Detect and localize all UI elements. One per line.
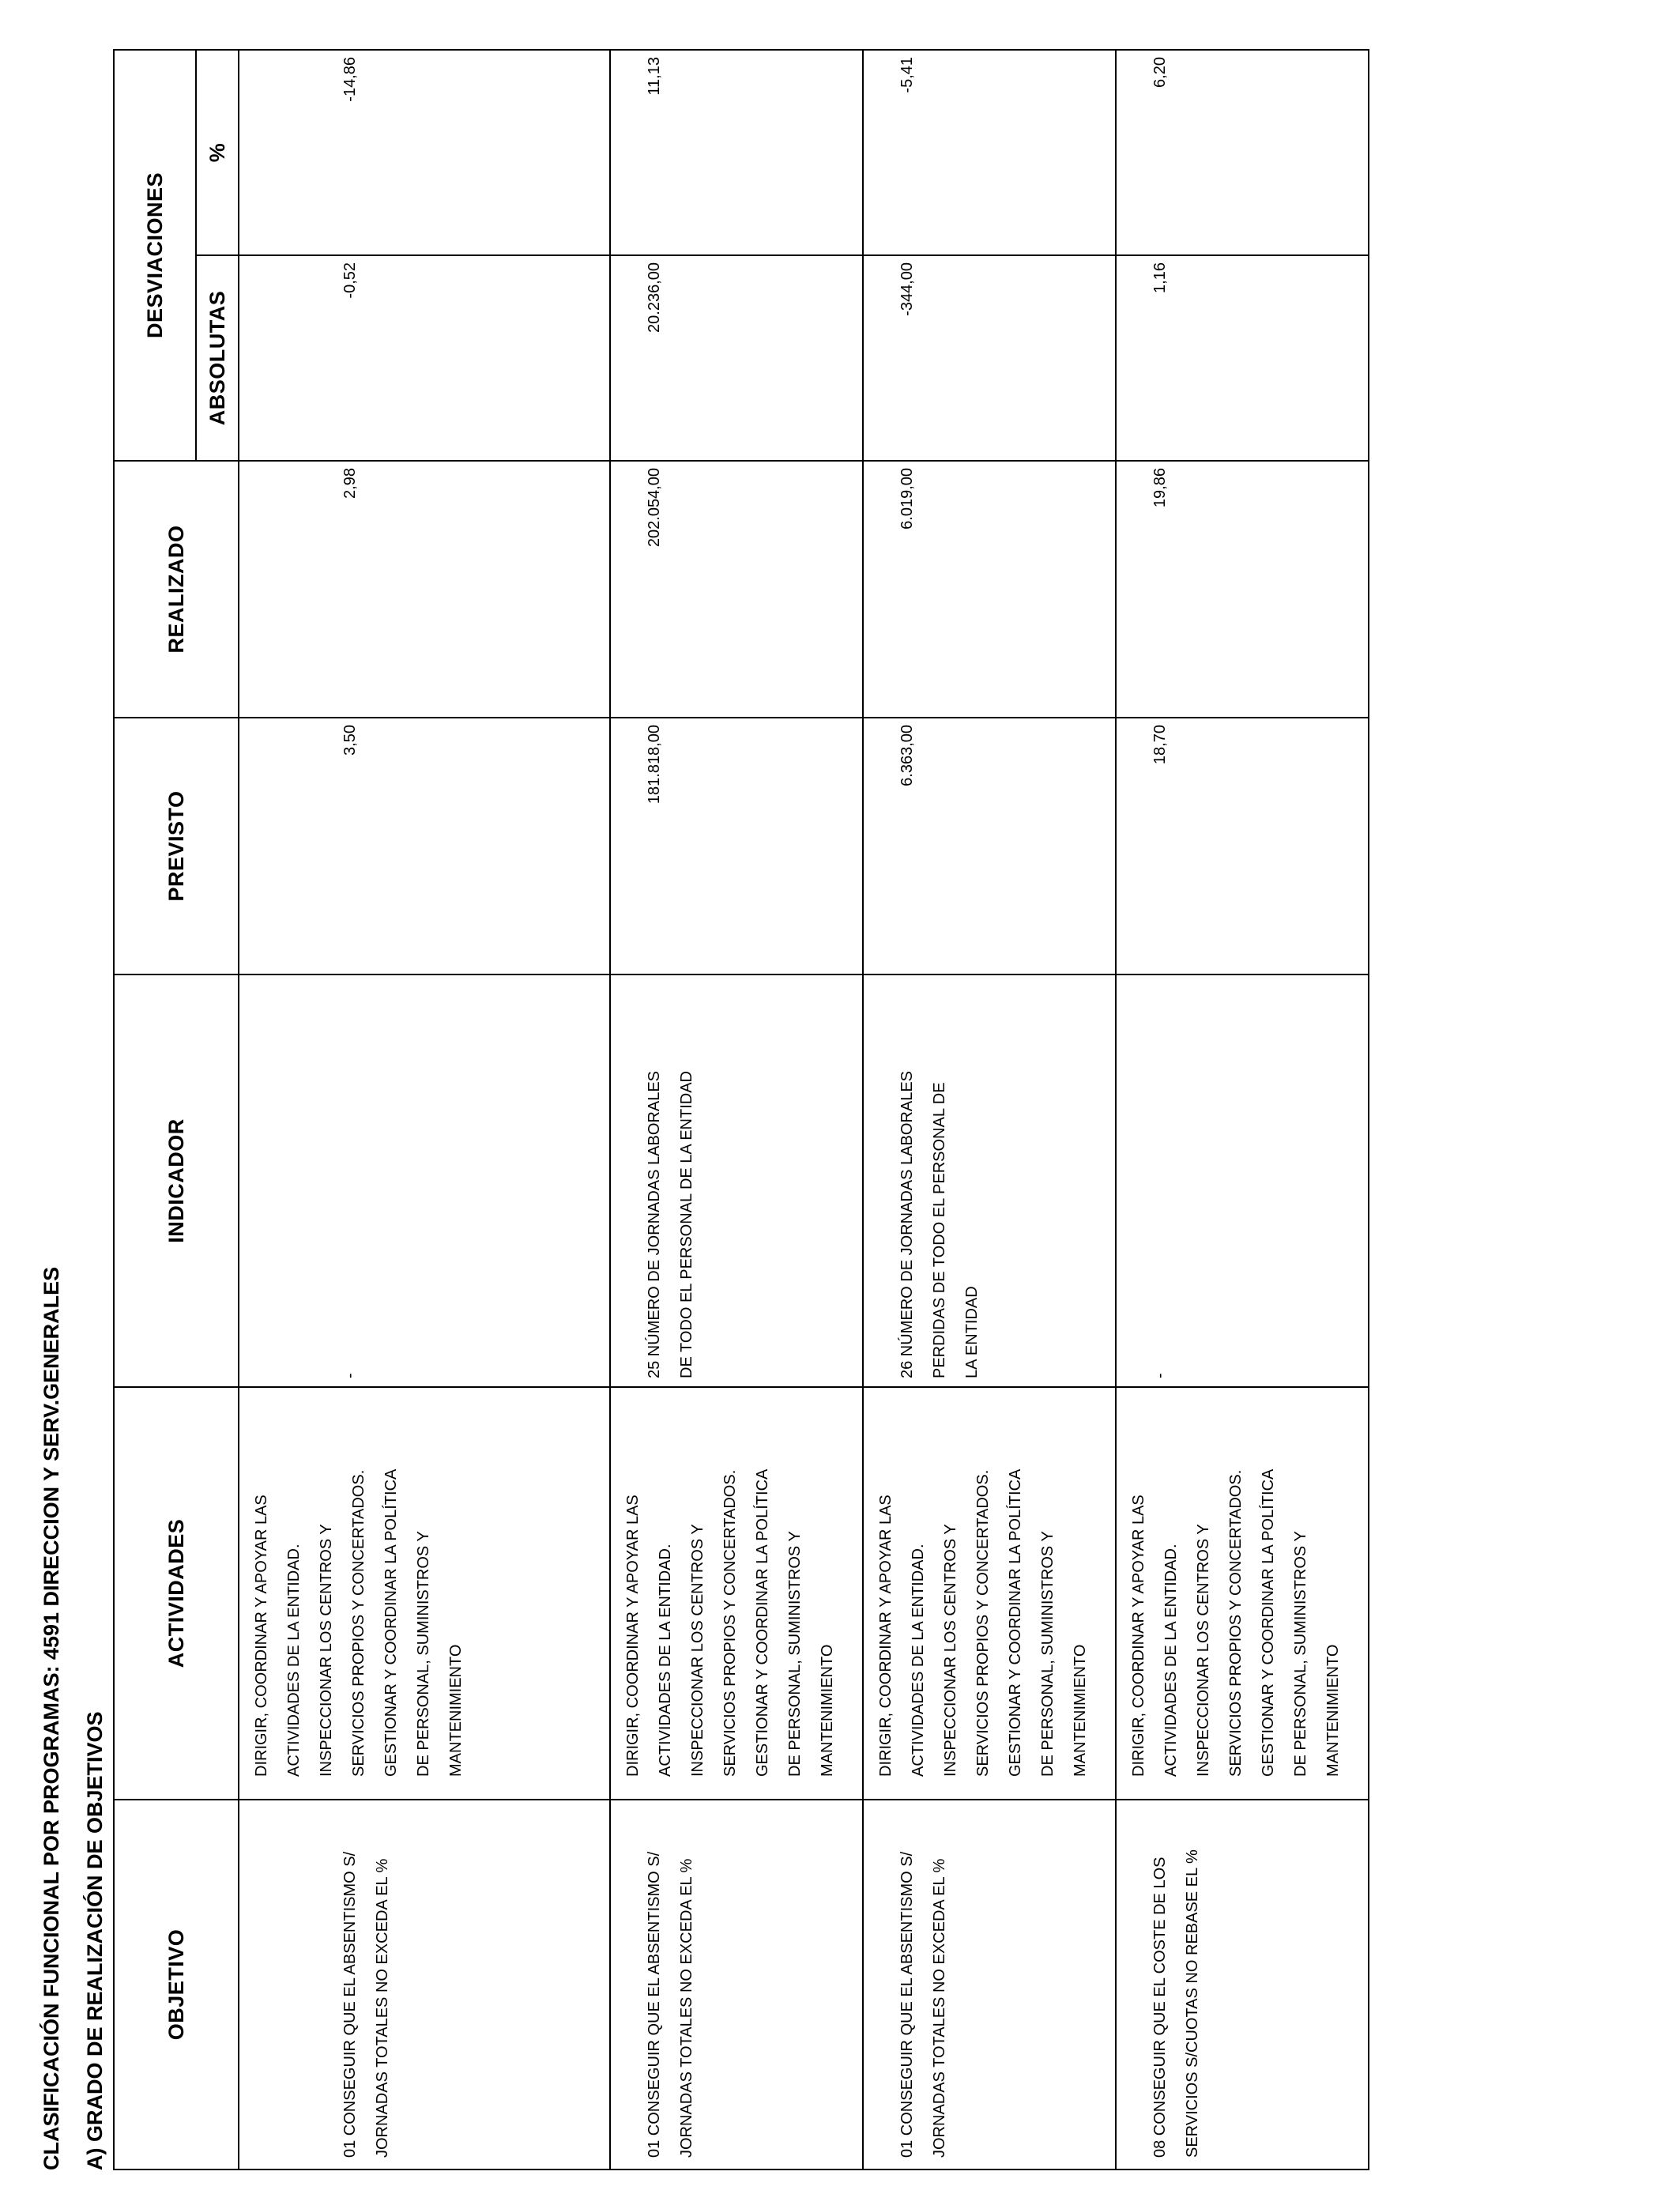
previsto-cell: 181.818,00 (610, 718, 863, 974)
actividades-cell-line: DE PERSONAL, SUMINISTROS Y (1039, 1531, 1057, 1777)
page-title: CLASIFICACIÓN FUNCIONAL POR PROGRAMAS: 4591 DIRECCION Y SERV.GENERALES (40, 1266, 63, 2170)
objetivo-cell-line: 01 CONSEGUIR QUE EL ABSENTISMO S/ (646, 1851, 663, 2158)
actividades-cell-line: DE PERSONAL, SUMINISTROS Y (786, 1531, 804, 1777)
indicador-cell (1116, 974, 1369, 1387)
previsto-cell: 3,50 (239, 718, 610, 974)
objetivo-cell-line: 01 CONSEGUIR QUE EL ABSENTISMO S/ (898, 1851, 916, 2158)
col-absolutas: ABSOLUTAS (196, 255, 239, 461)
objetivo-cell (863, 1800, 1116, 2169)
actividades-cell (1116, 1387, 1369, 1800)
table-row (610, 50, 863, 2169)
table-row (1116, 50, 1369, 2169)
actividades-cell (610, 1387, 863, 1800)
absolutas-cell: -344,00 (863, 255, 1116, 461)
pct-cell: -5,41 (863, 50, 1116, 255)
actividades-cell (863, 1387, 1116, 1800)
objectives-table (113, 49, 1369, 2170)
absolutas-cell: -0,52 (239, 255, 610, 461)
actividades-cell-line: INSPECCIONAR LOS CENTROS Y (942, 1524, 959, 1777)
realizado-cell: 202.054,00 (610, 461, 863, 718)
objetivo-cell-line: JORNADAS TOTALES NO EXCEDA EL % (374, 1858, 391, 2158)
table-body (239, 50, 1369, 2169)
absolutas-cell: 1,16 (1116, 255, 1369, 461)
actividades-cell-line: INSPECCIONAR LOS CENTROS Y (689, 1524, 706, 1777)
col-realizado: REALIZADO (114, 461, 239, 718)
actividades-cell-line: MANTENIMIENTO (447, 1644, 465, 1777)
actividades-cell-line: SERVICIOS PROPIOS Y CONCERTADOS. (1227, 1469, 1245, 1777)
actividades-cell-line: MANTENIMIENTO (819, 1644, 836, 1777)
actividades-cell-line: DE PERSONAL, SUMINISTROS Y (415, 1531, 432, 1777)
col-previsto: PREVISTO (114, 718, 239, 974)
col-actividades: ACTIVIDADES (114, 1387, 239, 1800)
indicador-cell-line: 25 NÚMERO DE JORNADAS LABORALES (646, 1071, 663, 1378)
actividades-cell-line: DIRIGIR, COORDINAR Y APOYAR LAS (877, 1495, 895, 1777)
actividades-cell-line: SERVICIOS PROPIOS Y CONCERTADOS. (721, 1469, 739, 1777)
actividades-cell-line: GESTIONAR Y COORDINAR LA POLÍTICA (754, 1468, 771, 1777)
objetivo-cell-line: 08 CONSEGUIR QUE EL COSTE DE LOS (1151, 1857, 1169, 2158)
realizado-cell: 2,98 (239, 461, 610, 718)
objetivo-cell-line: 01 CONSEGUIR QUE EL ABSENTISMO S/ (341, 1851, 359, 2158)
pct-cell: 6,20 (1116, 50, 1369, 255)
actividades-cell-line: ACTIVIDADES DE LA ENTIDAD. (1162, 1544, 1180, 1777)
actividades-cell-line: MANTENIMIENTO (1324, 1644, 1342, 1777)
actividades-cell-line: GESTIONAR Y COORDINAR LA POLÍTICA (1260, 1468, 1277, 1777)
actividades-cell-line: INSPECCIONAR LOS CENTROS Y (1195, 1524, 1212, 1777)
indicador-cell (239, 974, 610, 1387)
indicador-cell (610, 974, 863, 1387)
objetivo-cell (1116, 1800, 1369, 2169)
indicador-cell-line: PERDIDAS DE TODO EL PERSONAL DE (931, 1082, 948, 1378)
actividades-cell (239, 1387, 610, 1800)
objetivo-cell-line: JORNADAS TOTALES NO EXCEDA EL % (678, 1858, 695, 2158)
actividades-cell-line: INSPECCIONAR LOS CENTROS Y (318, 1524, 335, 1777)
actividades-cell-line: DE PERSONAL, SUMINISTROS Y (1292, 1531, 1309, 1777)
objetivo-cell (239, 1800, 610, 2169)
objetivo-cell (610, 1800, 863, 2169)
pct-cell: 11,13 (610, 50, 863, 255)
section-subtitle: A) GRADO DE REALIZACIÓN DE OBJETIVOS (83, 1711, 107, 2170)
table-row (863, 50, 1116, 2169)
indicador-cell-line: LA ENTIDAD (963, 1286, 981, 1378)
realizado-cell: 6.019,00 (863, 461, 1116, 718)
actividades-cell-line: GESTIONAR Y COORDINAR LA POLÍTICA (1007, 1468, 1024, 1777)
previsto-cell: 18,70 (1116, 718, 1369, 974)
actividades-cell-line: DIRIGIR, COORDINAR Y APOYAR LAS (1130, 1495, 1147, 1777)
indicador-cell (863, 974, 1116, 1387)
realizado-cell: 19,86 (1116, 461, 1369, 718)
col-desviaciones: DESVIACIONES (114, 50, 196, 461)
actividades-cell-line: DIRIGIR, COORDINAR Y APOYAR LAS (624, 1495, 642, 1777)
actividades-cell-line: SERVICIOS PROPIOS Y CONCERTADOS. (974, 1469, 992, 1777)
actividades-cell-line: DIRIGIR, COORDINAR Y APOYAR LAS (253, 1495, 270, 1777)
indicador-cell-line: - (341, 1373, 359, 1378)
col-pct: % (196, 50, 239, 255)
actividades-cell-line: ACTIVIDADES DE LA ENTIDAD. (285, 1544, 303, 1777)
col-objetivo: OBJETIVO (114, 1800, 239, 2169)
indicador-cell-line: 26 NÚMERO DE JORNADAS LABORALES (898, 1071, 916, 1378)
actividades-cell-line: SERVICIOS PROPIOS Y CONCERTADOS. (350, 1469, 367, 1777)
absolutas-cell: 20.236,00 (610, 255, 863, 461)
indicador-cell-line: DE TODO EL PERSONAL DE LA ENTIDAD (678, 1070, 695, 1378)
actividades-cell-line: ACTIVIDADES DE LA ENTIDAD. (910, 1544, 927, 1777)
pct-cell: -14,86 (239, 50, 610, 255)
col-indicador: INDICADOR (114, 974, 239, 1387)
objetivo-cell-line: SERVICIOS S/CUOTAS NO REBASE EL % (1184, 1849, 1201, 2158)
indicador-cell-line: - (1151, 1373, 1169, 1378)
table-row (239, 50, 610, 2169)
objetivo-cell-line: JORNADAS TOTALES NO EXCEDA EL % (931, 1858, 948, 2158)
actividades-cell-line: GESTIONAR Y COORDINAR LA POLÍTICA (382, 1468, 400, 1777)
actividades-cell-line: MANTENIMIENTO (1072, 1644, 1089, 1777)
actividades-cell-line: ACTIVIDADES DE LA ENTIDAD. (657, 1544, 674, 1777)
previsto-cell: 6.363,00 (863, 718, 1116, 974)
